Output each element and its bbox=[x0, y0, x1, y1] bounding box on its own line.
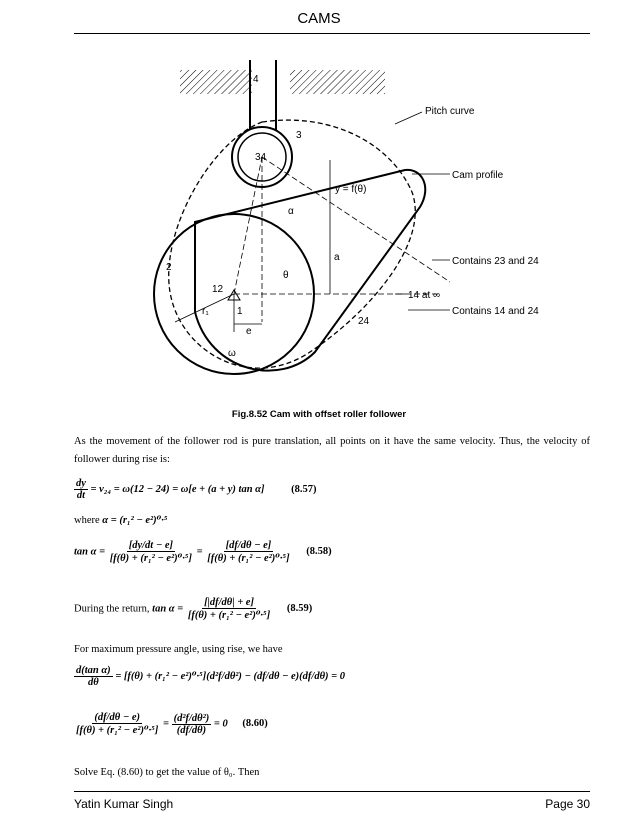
label-link2: 2 bbox=[166, 262, 172, 273]
ground-block-right bbox=[290, 70, 385, 94]
header-rule bbox=[74, 33, 590, 34]
ground-block-left bbox=[180, 70, 252, 94]
equation-8-58: tan α = $\frac{[dy/dt - e]}{\text{[f(θ) + (r₁² − e²)⁰·⁵]}}$ = $\frac{[df/d\theta - e]}{\text{[f(θ) + (r₁² − e²)⁰·⁵]}}$ (8.58) bbox=[74, 540, 332, 564]
label-displacement: y = f(θ) bbox=[335, 184, 367, 195]
footer-author: Yatin Kumar Singh bbox=[74, 797, 174, 811]
paragraph-1: As the movement of the follower rod is pure translation, all points on it have the same velocity. Thus, the velocity of follower during rise is: bbox=[74, 436, 590, 465]
label-e: e bbox=[246, 326, 252, 337]
label-r1: r₁ bbox=[202, 306, 209, 317]
label-contains-14-24: Contains 14 and 24 bbox=[452, 306, 539, 317]
page-header-title: CAMS bbox=[297, 10, 341, 27]
equation-8-57: $\frac{dy}{dt}$ = v₂₄ = ω(12 − 24) = ω[e + (a + y) tan α] (8.57) bbox=[76, 478, 317, 501]
figure-caption: Fig.8.52 Cam with offset roller follower bbox=[231, 409, 407, 420]
label-follower-number: 4 bbox=[253, 74, 259, 85]
equation-8-59: During the return, tan α = $\frac{[|df/d\theta| + e]}{\text{[f(θ) + (r₁² − e²)⁰·⁵]}}$ (8.59) bbox=[74, 597, 313, 621]
equation-where: where α = (r₁² − e²)⁰·⁵ bbox=[74, 515, 168, 526]
label-pivot: 12 bbox=[212, 284, 224, 295]
label-pitch-curve: Pitch curve bbox=[425, 106, 475, 117]
footer-page-number: Page 30 bbox=[545, 797, 590, 811]
label-roller-number: 3 bbox=[296, 130, 302, 141]
equation-max-pressure: $\frac{\text{d(tan α)}}{d\theta}$ = [f(θ) + (r₁² − e²)⁰·⁵](d²f/dθ²) − (df/dθ − e)(df/dθ) = 0 bbox=[76, 665, 346, 688]
label-roller-center: 34 bbox=[255, 152, 267, 163]
cam-figure bbox=[150, 52, 539, 397]
equation-8-60: $\frac{(df/d\theta - e)}{\text{[f(θ) + (r₁² − e²)⁰·⁵]}}$ = $\frac{\text{(d²f/dθ²)}}{(df/d\theta)}$ = 0 (8.60) bbox=[76, 712, 268, 736]
label-24: 24 bbox=[358, 316, 370, 327]
label-cam-profile: Cam profile bbox=[452, 170, 504, 181]
label-a: a bbox=[334, 252, 340, 263]
label-theta: θ bbox=[283, 270, 289, 281]
label-one: 1 bbox=[237, 306, 243, 317]
paragraph-3: Solve Eq. (8.60) to get the value of θ₀. Then bbox=[74, 767, 260, 778]
paragraph-2: For maximum pressure angle, using rise, we have bbox=[74, 644, 283, 655]
label-alpha: α bbox=[288, 206, 294, 217]
footer-rule bbox=[74, 791, 590, 792]
label-omega: ω bbox=[228, 348, 236, 359]
label-at-infinity: 14 at ∞ bbox=[408, 290, 441, 301]
label-contains-23-24: Contains 23 and 24 bbox=[452, 256, 539, 267]
